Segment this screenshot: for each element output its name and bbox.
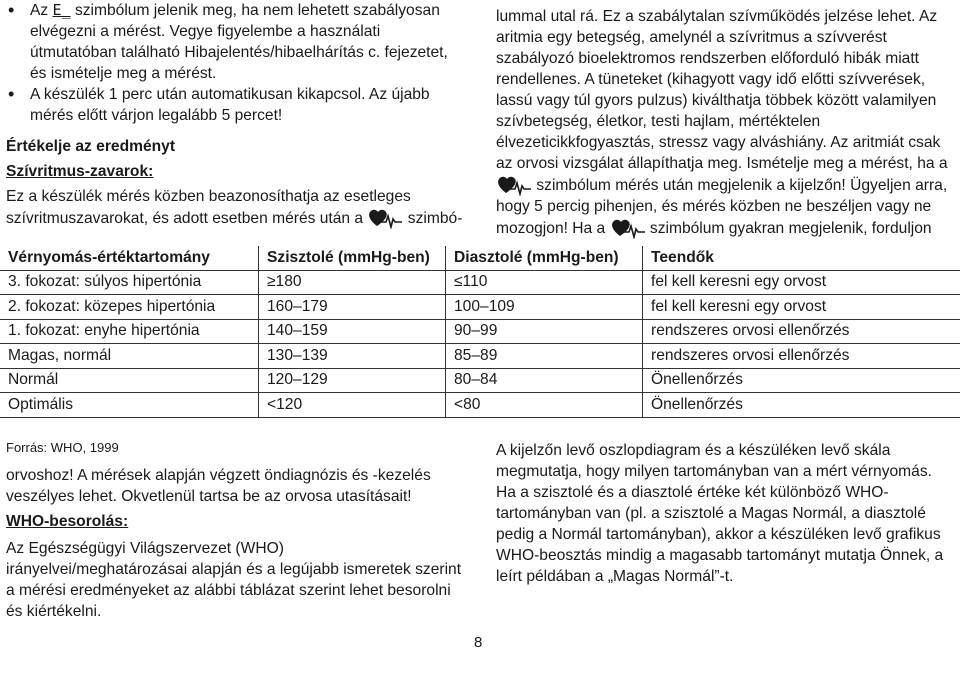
- table-row: [0, 270, 960, 295]
- right-column-top: [496, 6, 956, 239]
- section-heading: Értékelje az eredményt: [6, 138, 176, 156]
- cell-range: 2. fokozat: közepes hipertónia: [0, 295, 259, 320]
- right-column-bottom: [496, 440, 956, 587]
- table-header-row: [0, 246, 960, 270]
- error-e-symbol-icon: E_: [52, 1, 71, 20]
- cell-action: Önellenőrzés: [643, 368, 960, 393]
- cell-systolic: 120–129: [259, 368, 446, 393]
- cell-action: rendszeres orvosi ellenőrzés: [643, 344, 960, 369]
- cell-range: 3. fokozat: súlyos hipertónia: [0, 270, 259, 295]
- bullet-auto-off: [6, 84, 466, 126]
- explanation-text-1: lummal utal rá. Ez a szabálytalan szívműködés jelzése lehet. Az aritmia egy betegség, amelynél a szívritmus a szívverést szabályozó bioelektromos rendszerben előforduló hibák miatt rendellenes. A tüneteket (kihagyott vagy idő előtti szívverések, lassú vagy túl gyors pulzus) kiválthatja többek között valamilyen szívbetegség, életkor, testi hajlam, mértéktelen élvezeticikkfogyasztás, stressz vagy alváshiány. Az aritmiát csak az orvosi vizsgálat állapíthatja meg. Ismételje meg a mérést, ha a: [496, 8, 948, 172]
- cell-action: rendszeres orvosi ellenőrzés: [643, 319, 960, 344]
- page-number: 8: [474, 634, 483, 651]
- table-row: [0, 319, 960, 344]
- bullet-error-symbol: [6, 0, 466, 84]
- cell-action: fel kell keresni egy orvost: [643, 270, 960, 295]
- arrhythmia-paragraph: [6, 186, 466, 229]
- bullet1-text: szimbólum jelenik meg, ha nem lehetett szabályosan elvégezni a mérést. Vegye figyelembe a használati útmutatóban található Hibajelentés/hibaelhárítás c. fejezetet, és ismételje meg a mérést.: [30, 2, 448, 83]
- explanation-text-2: szimbólum mérés után megjelenik a kijelzőn! Ügyeljen arra, hogy 5 percig pihenjen, és mérés közben ne beszéljen vagy ne mozogjon! Ha a: [496, 177, 948, 237]
- arrhythmia-explanation: [496, 6, 956, 239]
- table-row: [0, 295, 960, 320]
- bullet1-prefix: Az: [30, 2, 49, 19]
- cell-action: Önellenőrzés: [643, 393, 960, 418]
- table-source-note: Forrás: WHO, 1999: [6, 440, 119, 455]
- cell-diastolic: 90–99: [446, 319, 643, 344]
- left-column-bottom: [6, 465, 466, 622]
- cell-diastolic: 100–109: [446, 295, 643, 320]
- arrhythmia-heart-icon: [610, 217, 646, 239]
- arrhythmia-heart-icon: [367, 207, 403, 229]
- arrhythmia-text: Ez a készülék mérés közben beazonosíthatja az esetleges szívritmuszavarokat, és adott esetben mérés után a: [6, 188, 411, 228]
- who-heading: WHO-besorolás:: [6, 513, 129, 530]
- cell-systolic: <120: [259, 393, 446, 418]
- cell-diastolic: <80: [446, 393, 643, 418]
- cell-diastolic: ≤110: [446, 270, 643, 295]
- display-scale-paragraph: A kijelzőn levő oszlopdiagram és a készüléken levő skála megmutatja, hogy milyen tartományban van a mért vérnyomás. Ha a szisztolé és a diasztolé értéke két különböző WHO-tartományban van (pl. a szisztolé a Magas Normál, a diasztolé pedig a Normál tartományban), akkor a készüléken levő grafikus WHO-beosztás mindig a magasabb tartományt mutatja Önnek, a leírt példában a „Magas Normál”-t.: [496, 442, 944, 585]
- header-systolic: Szisztolé (mmHg-ben): [259, 246, 446, 270]
- arrhythmia-text-end: szimbó-: [407, 210, 463, 228]
- header-diastolic: Diasztolé (mmHg-ben): [446, 246, 643, 270]
- cell-systolic: 130–139: [259, 344, 446, 369]
- table-row: [0, 368, 960, 393]
- cell-action: fel kell keresni egy orvost: [643, 295, 960, 320]
- cell-systolic: ≥180: [259, 270, 446, 295]
- cell-range: 1. fokozat: enyhe hipertónia: [0, 319, 259, 344]
- table-row: [0, 393, 960, 418]
- doctor-advice-paragraph: orvoshoz! A mérések alapján végzett öndiagnózis és -kezelés veszélyes lehet. Okvetlenül tartsa be az orvosa utasításait!: [6, 467, 431, 505]
- explanation-text-3: szimbólum gyakran megjelenik, forduljon: [649, 220, 932, 237]
- left-column-top: [6, 0, 466, 229]
- who-classification-table: [0, 246, 960, 418]
- cell-systolic: 160–179: [259, 295, 446, 320]
- who-paragraph: Az Egészségügyi Világszervezet (WHO) irányelvei/meghatározásai alapján és a legújabb ismeretek szerint a mérési eredményeket az alábbi táblázat szerint lehet besorolni és kiértékelni.: [6, 540, 462, 620]
- bullet2-text: A készülék 1 perc után automatikusan kikapcsol. Az újabb mérés előtt várjon legalább 5 percet!: [30, 86, 430, 125]
- header-range: Vérnyomás-értéktartomány: [0, 246, 259, 270]
- table-row: [0, 344, 960, 369]
- arrhythmia-heart-icon: [496, 174, 532, 196]
- cell-range: Normál: [0, 368, 259, 393]
- cell-systolic: 140–159: [259, 319, 446, 344]
- cell-diastolic: 80–84: [446, 368, 643, 393]
- cell-range: Magas, normál: [0, 344, 259, 369]
- cell-range: Optimális: [0, 393, 259, 418]
- cell-diastolic: 85–89: [446, 344, 643, 369]
- subsection-heading: Szívritmus-zavarok:: [6, 163, 154, 181]
- header-action: Teendők: [643, 246, 960, 270]
